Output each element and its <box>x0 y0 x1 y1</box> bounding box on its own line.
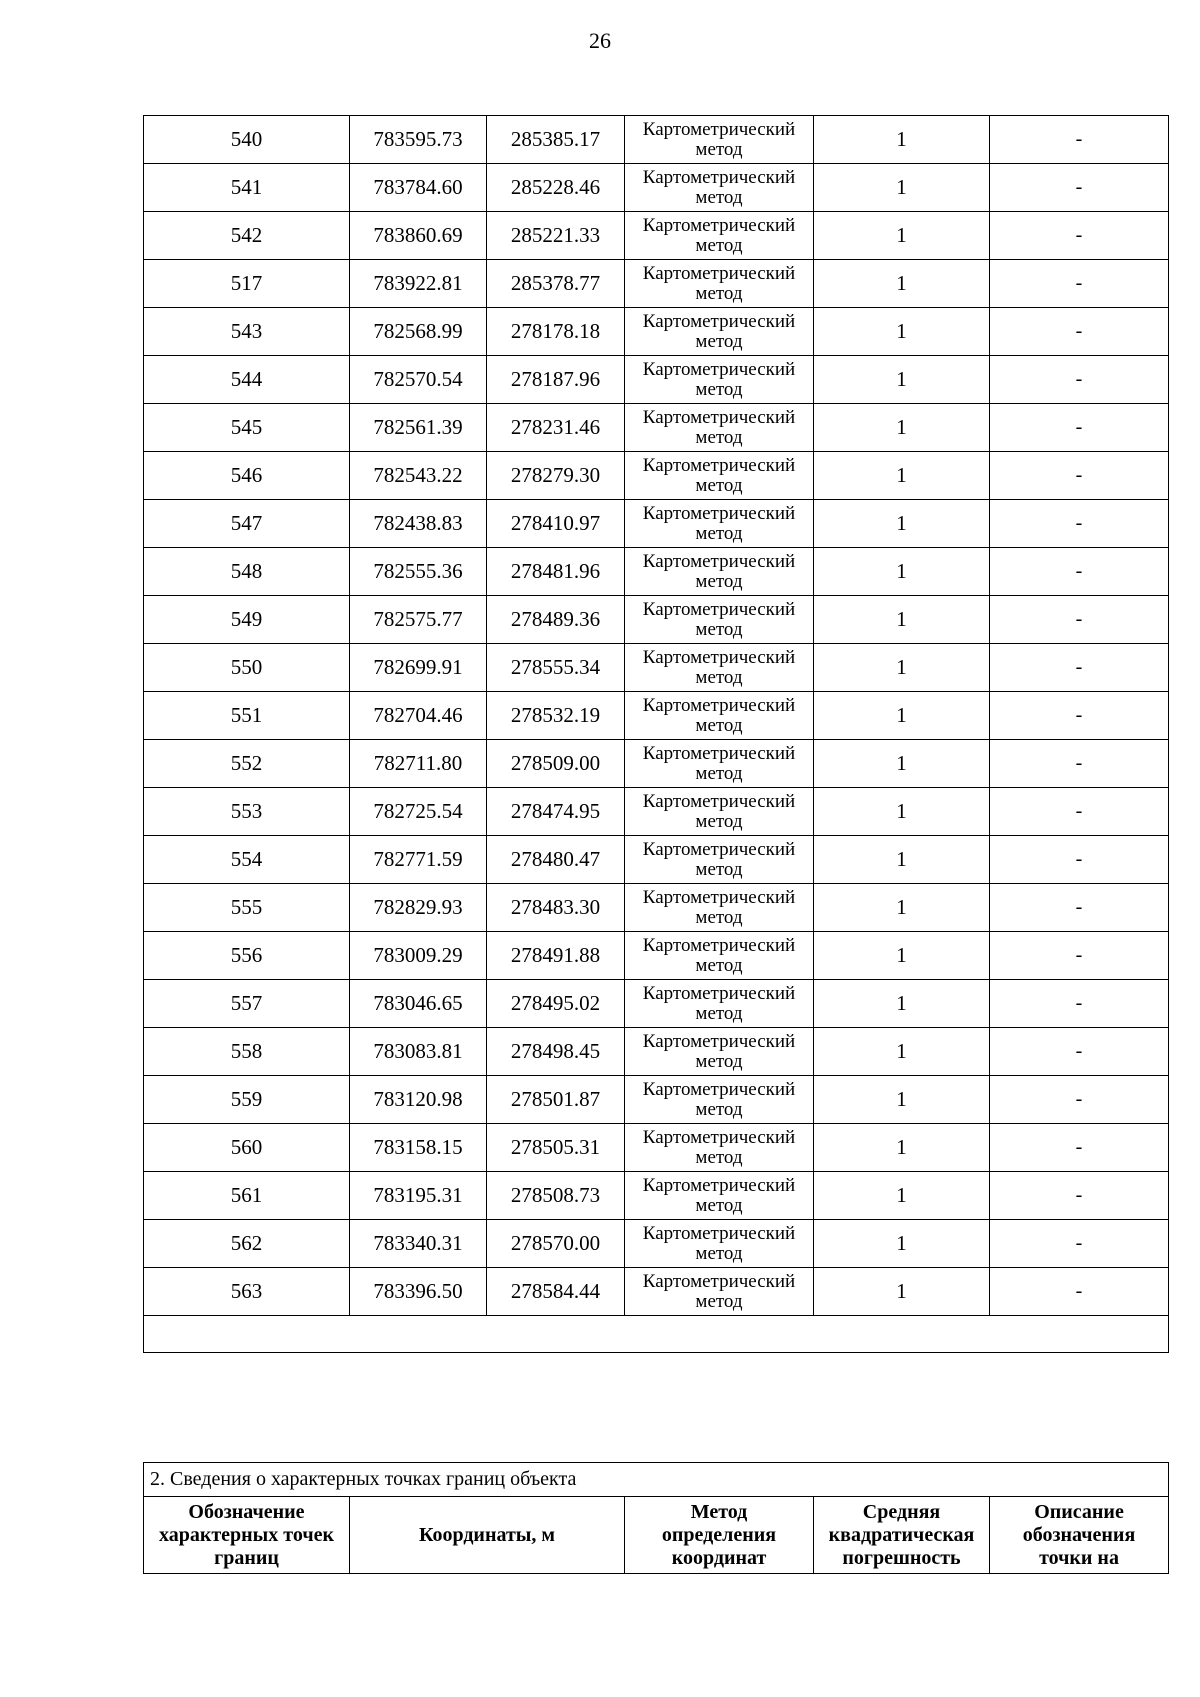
x-coordinate-cell: 783158.15 <box>350 1124 487 1172</box>
error-cell: 1 <box>814 932 990 980</box>
coordinates-table-body <box>144 116 1169 1353</box>
y-coordinate-cell: 278474.95 <box>487 788 625 836</box>
y-coordinate-cell: 278584.44 <box>487 1268 625 1316</box>
y-coordinate-cell: 278495.02 <box>487 980 625 1028</box>
table-row <box>144 1076 1169 1124</box>
method-cell <box>625 932 814 980</box>
error-cell: 1 <box>814 644 990 692</box>
y-coordinate-cell: 278509.00 <box>487 740 625 788</box>
y-coordinate-cell: 285378.77 <box>487 260 625 308</box>
description-cell: - <box>990 1268 1169 1316</box>
point-number-cell: 548 <box>144 548 350 596</box>
method-cell <box>625 836 814 884</box>
method-line-1: Картометрический <box>642 166 796 188</box>
point-number-cell: 560 <box>144 1124 350 1172</box>
error-cell: 1 <box>814 500 990 548</box>
table-row <box>144 884 1169 932</box>
method-line-2: метод <box>695 1050 743 1072</box>
header-error <box>814 1497 990 1574</box>
section2-title: 2. Сведения о характерных точках границ объекта <box>144 1463 1169 1497</box>
method-cell <box>625 356 814 404</box>
point-number-cell: 542 <box>144 212 350 260</box>
method-line-1: Картометрический <box>642 1222 796 1244</box>
x-coordinate-cell: 782575.77 <box>350 596 487 644</box>
point-number-cell: 543 <box>144 308 350 356</box>
method-line-2: метод <box>695 858 743 880</box>
description-cell: - <box>990 452 1169 500</box>
header-error-line: квадратическая <box>828 1523 975 1546</box>
x-coordinate-cell: 783922.81 <box>350 260 487 308</box>
method-cell <box>625 788 814 836</box>
x-coordinate-cell: 783046.65 <box>350 980 487 1028</box>
description-cell: - <box>990 836 1169 884</box>
header-points <box>144 1497 350 1574</box>
method-cell <box>625 1028 814 1076</box>
error-cell: 1 <box>814 260 990 308</box>
error-cell: 1 <box>814 1124 990 1172</box>
error-cell: 1 <box>814 836 990 884</box>
y-coordinate-cell: 278498.45 <box>487 1028 625 1076</box>
error-cell: 1 <box>814 980 990 1028</box>
point-number-cell: 517 <box>144 260 350 308</box>
method-cell <box>625 1268 814 1316</box>
table-row <box>144 1124 1169 1172</box>
point-number-cell: 555 <box>144 884 350 932</box>
x-coordinate-cell: 783083.81 <box>350 1028 487 1076</box>
x-coordinate-cell: 783009.29 <box>350 932 487 980</box>
section2-header-row <box>144 1497 1169 1574</box>
point-number-cell: 540 <box>144 116 350 164</box>
y-coordinate-cell: 278279.30 <box>487 452 625 500</box>
method-line-1: Картометрический <box>642 310 796 332</box>
x-coordinate-cell: 783195.31 <box>350 1172 487 1220</box>
error-cell: 1 <box>814 1076 990 1124</box>
error-cell: 1 <box>814 596 990 644</box>
method-cell <box>625 596 814 644</box>
x-coordinate-cell: 783860.69 <box>350 212 487 260</box>
point-number-cell: 558 <box>144 1028 350 1076</box>
x-coordinate-cell: 783340.31 <box>350 1220 487 1268</box>
description-cell: - <box>990 692 1169 740</box>
table-row <box>144 1220 1169 1268</box>
method-line-1: Картометрический <box>642 358 796 380</box>
method-line-2: метод <box>695 570 743 592</box>
method-line-2: метод <box>695 474 743 496</box>
header-description-line: Описание <box>1034 1500 1124 1523</box>
method-line-2: метод <box>695 618 743 640</box>
header-method-line: определения <box>661 1523 777 1546</box>
method-cell <box>625 116 814 164</box>
y-coordinate-cell: 278483.30 <box>487 884 625 932</box>
method-cell <box>625 404 814 452</box>
table-row <box>144 212 1169 260</box>
table-row <box>144 1268 1169 1316</box>
table-row <box>144 836 1169 884</box>
header-error-line: Средняя <box>862 1500 941 1523</box>
point-number-cell: 562 <box>144 1220 350 1268</box>
y-coordinate-cell: 278491.88 <box>487 932 625 980</box>
method-line-1: Картометрический <box>642 982 796 1004</box>
method-line-1: Картометрический <box>642 550 796 572</box>
header-description-line: точки на <box>1039 1546 1119 1569</box>
description-cell: - <box>990 1220 1169 1268</box>
error-cell: 1 <box>814 740 990 788</box>
point-number-cell: 550 <box>144 644 350 692</box>
method-line-1: Картометрический <box>642 454 796 476</box>
table-row <box>144 932 1169 980</box>
method-line-1: Картометрический <box>642 886 796 908</box>
method-cell <box>625 548 814 596</box>
method-line-1: Картометрический <box>642 694 796 716</box>
error-cell: 1 <box>814 452 990 500</box>
table-row <box>144 356 1169 404</box>
method-line-1: Картометрический <box>642 1126 796 1148</box>
x-coordinate-cell: 782711.80 <box>350 740 487 788</box>
header-points-line: характерных точек <box>158 1523 335 1546</box>
y-coordinate-cell: 278505.31 <box>487 1124 625 1172</box>
coordinates-table <box>143 115 1169 1353</box>
y-coordinate-cell: 278532.19 <box>487 692 625 740</box>
method-cell <box>625 308 814 356</box>
point-number-cell: 541 <box>144 164 350 212</box>
method-cell <box>625 1220 814 1268</box>
table-row <box>144 260 1169 308</box>
method-line-1: Картометрический <box>642 1078 796 1100</box>
point-number-cell: 557 <box>144 980 350 1028</box>
method-cell <box>625 1172 814 1220</box>
method-line-2: метод <box>695 1242 743 1264</box>
method-line-2: метод <box>695 378 743 400</box>
method-cell <box>625 980 814 1028</box>
y-coordinate-cell: 278410.97 <box>487 500 625 548</box>
method-line-2: метод <box>695 138 743 160</box>
description-cell: - <box>990 788 1169 836</box>
description-cell: - <box>990 116 1169 164</box>
point-number-cell: 547 <box>144 500 350 548</box>
description-cell: - <box>990 500 1169 548</box>
method-cell <box>625 164 814 212</box>
description-cell: - <box>990 260 1169 308</box>
header-method <box>625 1497 814 1574</box>
error-cell: 1 <box>814 1220 990 1268</box>
method-line-2: метод <box>695 810 743 832</box>
table-row <box>144 116 1169 164</box>
description-cell: - <box>990 356 1169 404</box>
method-line-2: метод <box>695 234 743 256</box>
method-line-2: метод <box>695 954 743 976</box>
method-cell <box>625 260 814 308</box>
method-line-2: метод <box>695 1098 743 1120</box>
table-row <box>144 452 1169 500</box>
x-coordinate-cell: 782829.93 <box>350 884 487 932</box>
description-cell: - <box>990 212 1169 260</box>
point-number-cell: 561 <box>144 1172 350 1220</box>
section2-title-row <box>144 1463 1169 1497</box>
point-number-cell: 556 <box>144 932 350 980</box>
y-coordinate-cell: 278187.96 <box>487 356 625 404</box>
x-coordinate-cell: 783120.98 <box>350 1076 487 1124</box>
method-line-1: Картометрический <box>642 838 796 860</box>
header-points-line: границ <box>214 1546 279 1569</box>
method-cell <box>625 692 814 740</box>
description-cell: - <box>990 1172 1169 1220</box>
table-row <box>144 404 1169 452</box>
x-coordinate-cell: 782568.99 <box>350 308 487 356</box>
method-line-1: Картометрический <box>642 214 796 236</box>
point-number-cell: 553 <box>144 788 350 836</box>
method-line-2: метод <box>695 330 743 352</box>
x-coordinate-cell: 782438.83 <box>350 500 487 548</box>
y-coordinate-cell: 278481.96 <box>487 548 625 596</box>
table-row <box>144 980 1169 1028</box>
table-row <box>144 644 1169 692</box>
method-line-2: метод <box>695 666 743 688</box>
header-method-line: Метод <box>690 1500 748 1523</box>
method-line-1: Картометрический <box>642 118 796 140</box>
header-error-line: погрешность <box>842 1546 961 1569</box>
table-row <box>144 692 1169 740</box>
section2-table <box>143 1462 1169 1574</box>
y-coordinate-cell: 278501.87 <box>487 1076 625 1124</box>
point-number-cell: 549 <box>144 596 350 644</box>
method-line-1: Картометрический <box>642 1270 796 1292</box>
method-cell <box>625 1076 814 1124</box>
method-line-1: Картометрический <box>642 646 796 668</box>
description-cell: - <box>990 404 1169 452</box>
y-coordinate-cell: 278480.47 <box>487 836 625 884</box>
description-cell: - <box>990 740 1169 788</box>
header-method-line: координат <box>671 1546 767 1569</box>
method-line-2: метод <box>695 906 743 928</box>
table-row <box>144 596 1169 644</box>
header-points-line: Обозначение <box>188 1500 305 1523</box>
description-cell: - <box>990 164 1169 212</box>
error-cell: 1 <box>814 1028 990 1076</box>
y-coordinate-cell: 278178.18 <box>487 308 625 356</box>
error-cell: 1 <box>814 116 990 164</box>
table-row <box>144 1172 1169 1220</box>
method-line-1: Картометрический <box>642 1174 796 1196</box>
method-line-1: Картометрический <box>642 406 796 428</box>
method-cell <box>625 644 814 692</box>
method-line-1: Картометрический <box>642 262 796 284</box>
error-cell: 1 <box>814 212 990 260</box>
point-number-cell: 554 <box>144 836 350 884</box>
table-row <box>144 548 1169 596</box>
description-cell: - <box>990 548 1169 596</box>
page-number: 26 <box>589 28 611 53</box>
method-line-2: метод <box>695 522 743 544</box>
x-coordinate-cell: 782561.39 <box>350 404 487 452</box>
method-cell <box>625 500 814 548</box>
point-number-cell: 563 <box>144 1268 350 1316</box>
y-coordinate-cell: 278231.46 <box>487 404 625 452</box>
method-line-1: Картометрический <box>642 742 796 764</box>
error-cell: 1 <box>814 788 990 836</box>
point-number-cell: 551 <box>144 692 350 740</box>
method-line-2: метод <box>695 426 743 448</box>
method-cell <box>625 1124 814 1172</box>
method-line-2: метод <box>695 186 743 208</box>
method-line-2: метод <box>695 1002 743 1024</box>
table-row <box>144 500 1169 548</box>
x-coordinate-cell: 783784.60 <box>350 164 487 212</box>
x-coordinate-cell: 782699.91 <box>350 644 487 692</box>
y-coordinate-cell: 278555.34 <box>487 644 625 692</box>
error-cell: 1 <box>814 356 990 404</box>
method-line-1: Картометрический <box>642 790 796 812</box>
empty-cell <box>144 1316 1169 1353</box>
point-number-cell: 546 <box>144 452 350 500</box>
x-coordinate-cell: 783396.50 <box>350 1268 487 1316</box>
description-cell: - <box>990 644 1169 692</box>
header-coordinates: Координаты, м <box>350 1497 625 1574</box>
table-row <box>144 788 1169 836</box>
header-description-line: обозначения <box>1022 1523 1136 1546</box>
x-coordinate-cell: 782555.36 <box>350 548 487 596</box>
method-line-2: метод <box>695 762 743 784</box>
description-cell: - <box>990 308 1169 356</box>
method-line-2: метод <box>695 714 743 736</box>
description-cell: - <box>990 884 1169 932</box>
description-cell: - <box>990 1076 1169 1124</box>
description-cell: - <box>990 1028 1169 1076</box>
error-cell: 1 <box>814 692 990 740</box>
description-cell: - <box>990 980 1169 1028</box>
method-line-1: Картометрический <box>642 934 796 956</box>
y-coordinate-cell: 278570.00 <box>487 1220 625 1268</box>
description-cell: - <box>990 1124 1169 1172</box>
error-cell: 1 <box>814 548 990 596</box>
error-cell: 1 <box>814 1172 990 1220</box>
table-row <box>144 1028 1169 1076</box>
method-cell <box>625 212 814 260</box>
table-row <box>144 740 1169 788</box>
point-number-cell: 552 <box>144 740 350 788</box>
error-cell: 1 <box>814 404 990 452</box>
x-coordinate-cell: 782704.46 <box>350 692 487 740</box>
y-coordinate-cell: 285385.17 <box>487 116 625 164</box>
error-cell: 1 <box>814 308 990 356</box>
header-description <box>990 1497 1169 1574</box>
point-number-cell: 545 <box>144 404 350 452</box>
description-cell: - <box>990 596 1169 644</box>
method-cell <box>625 740 814 788</box>
method-line-2: метод <box>695 282 743 304</box>
method-line-2: метод <box>695 1194 743 1216</box>
empty-table-row <box>144 1316 1169 1353</box>
method-cell <box>625 884 814 932</box>
y-coordinate-cell: 278489.36 <box>487 596 625 644</box>
point-number-cell: 559 <box>144 1076 350 1124</box>
y-coordinate-cell: 278508.73 <box>487 1172 625 1220</box>
x-coordinate-cell: 782771.59 <box>350 836 487 884</box>
table-row <box>144 308 1169 356</box>
method-line-1: Картометрический <box>642 1030 796 1052</box>
x-coordinate-cell: 782543.22 <box>350 452 487 500</box>
point-number-cell: 544 <box>144 356 350 404</box>
method-cell <box>625 452 814 500</box>
x-coordinate-cell: 782570.54 <box>350 356 487 404</box>
method-line-2: метод <box>695 1146 743 1168</box>
table-row <box>144 164 1169 212</box>
y-coordinate-cell: 285221.33 <box>487 212 625 260</box>
error-cell: 1 <box>814 884 990 932</box>
method-line-1: Картометрический <box>642 598 796 620</box>
error-cell: 1 <box>814 1268 990 1316</box>
x-coordinate-cell: 783595.73 <box>350 116 487 164</box>
y-coordinate-cell: 285228.46 <box>487 164 625 212</box>
description-cell: - <box>990 932 1169 980</box>
method-line-1: Картометрический <box>642 502 796 524</box>
method-line-2: метод <box>695 1290 743 1312</box>
error-cell: 1 <box>814 164 990 212</box>
x-coordinate-cell: 782725.54 <box>350 788 487 836</box>
